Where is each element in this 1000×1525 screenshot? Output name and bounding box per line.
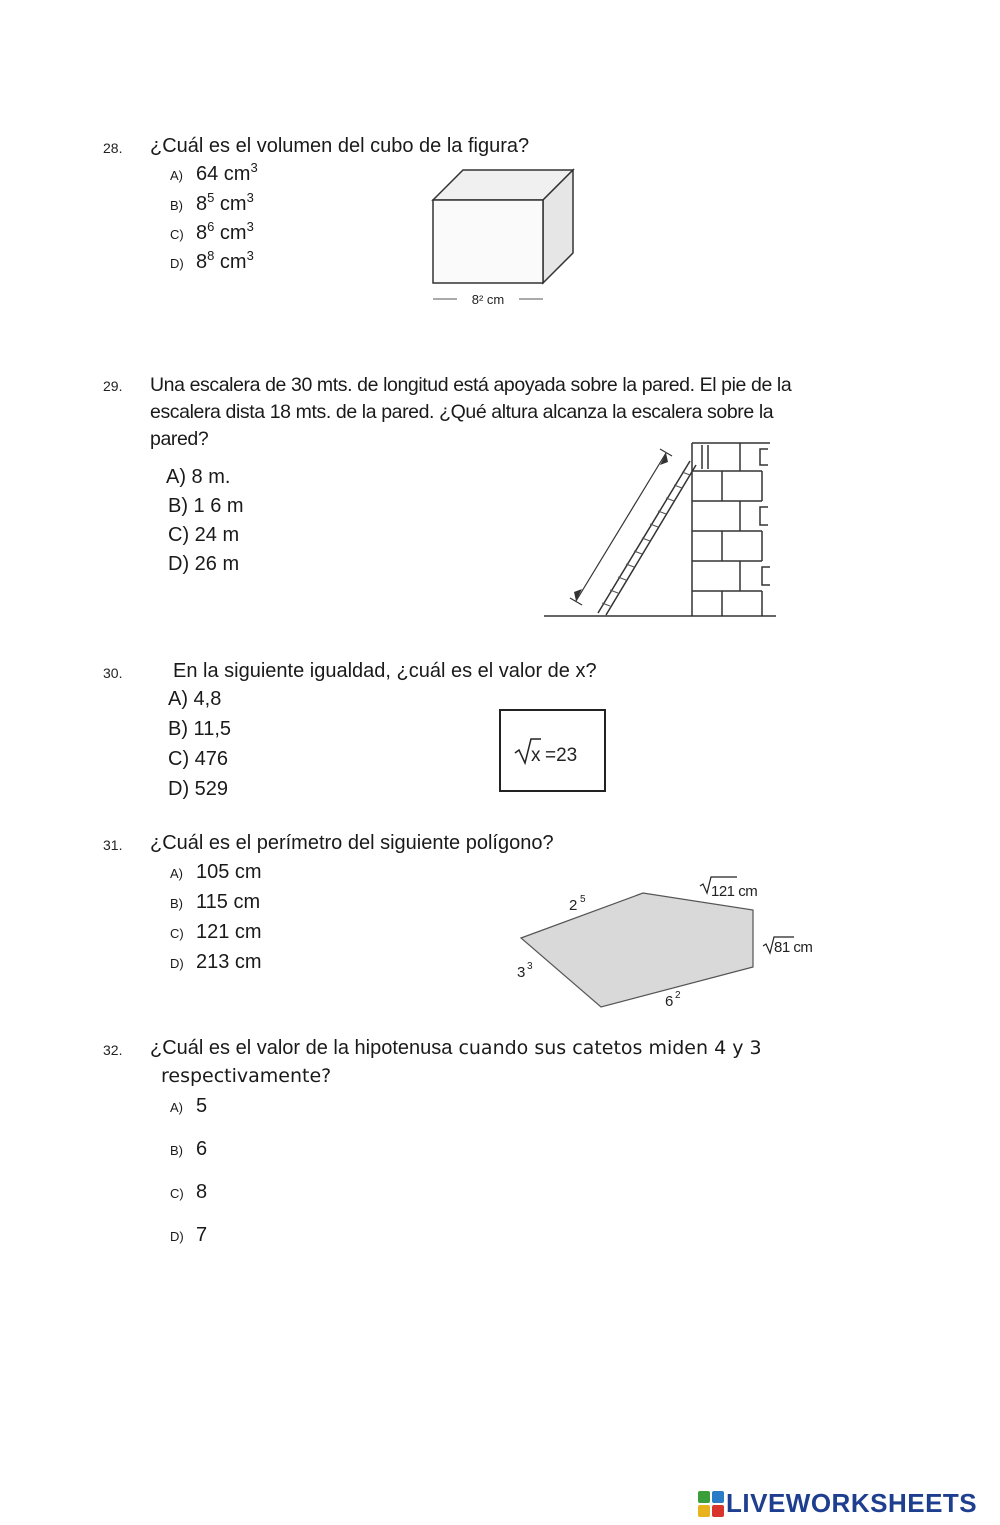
q29-option-a[interactable]: A) 8 m.	[166, 466, 231, 488]
q28-option-d[interactable]	[170, 248, 254, 274]
option-letter: A)	[170, 168, 183, 183]
option-letter: A)	[170, 866, 183, 881]
polygon-label-top-left-exp: 5	[580, 894, 586, 905]
q29-text-line: pared?	[150, 428, 209, 450]
q28-option-a[interactable]	[170, 160, 258, 186]
cube-figure	[425, 165, 585, 315]
option-unit: cm	[214, 193, 247, 215]
q29-option-c[interactable]: C) 24 m	[168, 524, 240, 546]
q31-option-c[interactable]	[170, 921, 262, 944]
option-unit-exp: 3	[246, 219, 254, 234]
q31-text: ¿Cuál es el perímetro del siguiente polígono?	[150, 832, 554, 854]
equation-box	[499, 709, 607, 793]
option-letter: A)	[170, 1100, 183, 1115]
q30-option-c[interactable]: C) 476	[168, 748, 229, 770]
option-letter: D)	[170, 256, 184, 271]
option-exp: 3	[250, 160, 258, 175]
q32-option-b[interactable]	[170, 1138, 207, 1161]
option-letter: B)	[170, 198, 183, 213]
option-unit: cm	[214, 251, 247, 273]
option-letter: C)	[170, 926, 184, 941]
option-base: 8	[196, 222, 208, 244]
option-letter: B)	[170, 1143, 183, 1158]
option-value: 8	[196, 1181, 208, 1203]
option-value: 7	[196, 1224, 208, 1246]
ladder-wall-figure	[540, 435, 780, 625]
option-letter: D)	[170, 956, 184, 971]
liveworksheets-wordmark: LIVEWORKSHEETS	[726, 1488, 978, 1518]
q28-text: ¿Cuál es el volumen del cubo de la figura?	[150, 135, 530, 157]
option-unit-exp: 3	[246, 248, 254, 263]
q28-option-b[interactable]	[170, 190, 254, 216]
q32-text	[150, 1033, 762, 1063]
q32-number: 32.	[103, 1042, 123, 1058]
polygon-figure	[505, 870, 825, 1015]
cube-dimension-label: 8² cm	[471, 292, 505, 307]
q31-option-a[interactable]	[170, 861, 262, 884]
q30-option-b[interactable]: B) 11,5	[168, 718, 231, 740]
option-value: 121 cm	[196, 921, 262, 943]
q31-number: 31.	[103, 837, 123, 853]
option-value: 105 cm	[196, 861, 262, 883]
equation-var: x	[531, 745, 541, 766]
option-value: 115 cm	[196, 891, 261, 913]
option-value: 6	[196, 1138, 208, 1160]
option-base: 8	[196, 251, 208, 273]
q29-text-line: Una escalera de 30 mts. de longitud está apoyada sobre la pared. El pie de la	[150, 374, 792, 396]
q31-option-d[interactable]	[170, 951, 262, 974]
option-exp: 5	[207, 190, 215, 205]
polygon-label-left: 3	[517, 964, 526, 981]
q32-option-a[interactable]	[170, 1095, 207, 1118]
polygon-label-bottom-exp: 2	[675, 990, 681, 1001]
q30-option-a[interactable]: A) 4,8	[168, 688, 222, 710]
q32-text-part-a: ¿Cuál es el valor de la hipotenusa	[150, 1037, 453, 1059]
option-base: 8	[196, 193, 208, 215]
q31-option-b[interactable]	[170, 891, 260, 914]
q32-text-part-b: cuando sus catetos miden 4 y 3	[452, 1037, 762, 1059]
q32-option-d[interactable]	[170, 1224, 207, 1247]
q28-option-c[interactable]	[170, 219, 254, 245]
polygon-label-top-right: 121 cm	[711, 883, 758, 900]
q29-option-d[interactable]: D) 26 m	[168, 553, 240, 575]
q29-number: 29.	[103, 378, 123, 394]
q29-text-line: escalera dista 18 mts. de la pared. ¿Qué altura alcanza la escalera sobre la	[150, 401, 774, 423]
polygon-label-right: 81 cm	[774, 939, 813, 956]
q30-number: 30.	[103, 665, 123, 681]
q29-option-b[interactable]: B) 1 6 m	[168, 495, 244, 517]
option-letter: C)	[170, 227, 184, 242]
option-value: 5	[196, 1095, 208, 1117]
option-unit: cm	[214, 222, 247, 244]
liveworksheets-logo	[698, 1488, 994, 1520]
option-letter: C)	[170, 1186, 184, 1201]
option-value: 213 cm	[196, 951, 262, 973]
option-exp: 8	[207, 248, 215, 263]
polygon-label-top-left: 2	[569, 897, 578, 914]
liveworksheets-logo-icon	[698, 1491, 724, 1519]
q32-text-line2: respectivamente?	[161, 1065, 332, 1087]
option-value: 64 cm	[196, 163, 251, 185]
equation-rhs: =23	[545, 745, 578, 766]
option-letter: D)	[170, 1229, 184, 1244]
polygon-label-bottom: 6	[665, 993, 674, 1010]
option-letter: B)	[170, 896, 183, 911]
q32-option-c[interactable]	[170, 1181, 207, 1204]
q30-text: En la siguiente igualdad, ¿cuál es el valor de x?	[173, 660, 597, 682]
q30-option-d[interactable]: D) 529	[168, 778, 229, 800]
option-unit-exp: 3	[246, 190, 254, 205]
polygon-label-left-exp: 3	[527, 961, 533, 972]
option-exp: 6	[207, 219, 215, 234]
q28-number: 28.	[103, 140, 123, 156]
